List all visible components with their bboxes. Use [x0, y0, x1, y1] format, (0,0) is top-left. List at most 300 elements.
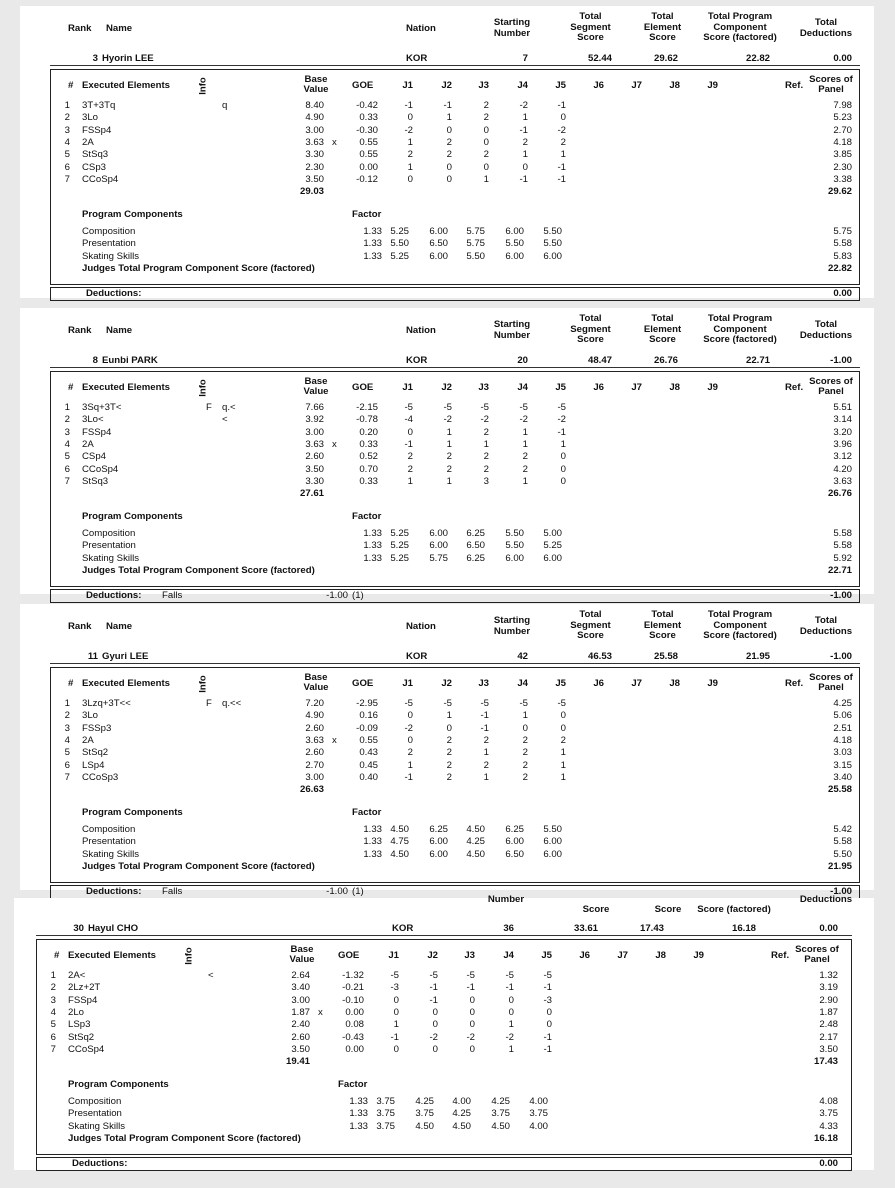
element-number: 1	[64, 698, 70, 709]
element-number: 7	[64, 771, 70, 783]
elements-score-total: 17.43	[813, 1056, 838, 1068]
judge-score: 1	[483, 747, 489, 759]
deductions-box	[36, 1157, 852, 1171]
judge-score: 0	[407, 112, 413, 124]
element-goe: 0.20	[359, 426, 378, 438]
judge-score: -2	[466, 1031, 475, 1043]
element-base-value: 2.60	[305, 451, 324, 463]
judge-score: 2	[483, 149, 489, 161]
element-row	[20, 760, 874, 772]
judge-score: 2	[522, 136, 528, 148]
judge-score: -1	[505, 982, 514, 994]
element-panel-score: 3.12	[833, 451, 852, 463]
element-panel-score: 4.25	[833, 698, 852, 709]
judges-total-pcs-label: Judges Total Program Component Score (factored)	[82, 565, 315, 576]
scores-of-panel-header-line: Panel	[818, 682, 844, 693]
element-code: FSSp4	[68, 994, 98, 1006]
starting-number: 20	[517, 355, 528, 366]
judge-score: 0	[469, 1043, 475, 1055]
tes-header-line: Total	[651, 11, 674, 22]
tded-header-line: Deductions	[799, 625, 853, 637]
segment-header	[20, 6, 874, 56]
deductions-total: 0.00	[833, 288, 852, 299]
deduction-value: -1.00	[326, 886, 348, 897]
executed-elements-header: Executed Elements	[68, 950, 156, 961]
deductions-label: Deductions:	[72, 1158, 128, 1169]
judge-header: J6	[593, 80, 604, 91]
element-x-bonus: x	[332, 734, 337, 746]
element-number: 5	[64, 451, 70, 463]
element-row	[14, 995, 874, 1007]
element-goe: 0.00	[345, 1043, 364, 1055]
judge-score: -1	[404, 438, 413, 450]
element-code: 3T+3Tq	[82, 100, 116, 111]
element-note: q.<	[222, 402, 236, 413]
info-header: Info	[183, 947, 195, 965]
component-panel-score: 4.33	[819, 1120, 838, 1132]
judge-score: 2	[522, 747, 528, 759]
element-panel-score: 2.90	[819, 994, 838, 1006]
judge-score: 2	[407, 451, 413, 463]
component-factor: 1.33	[363, 540, 382, 552]
judge-score: 1	[446, 710, 452, 722]
component-judge-score: 6.00	[429, 848, 448, 860]
bottom-strip	[0, 1188, 895, 1200]
judge-score: 0	[483, 136, 489, 148]
score-sheet	[20, 604, 874, 897]
component-factor: 1.33	[349, 1096, 368, 1108]
judge-header: J8	[669, 678, 680, 689]
element-number: 1	[64, 100, 70, 111]
total-element-score: 29.62	[653, 53, 678, 64]
score-sheet	[20, 6, 874, 298]
starting-number-header-line: Number	[493, 625, 531, 637]
element-goe: -0.42	[356, 100, 378, 111]
base-value-header	[282, 945, 322, 965]
skater-rank: 3	[92, 53, 98, 64]
component-panel-score: 5.58	[833, 540, 852, 552]
header-rule	[50, 65, 860, 66]
base-value-header	[296, 377, 336, 397]
judge-header: J1	[402, 678, 413, 689]
element-note: <	[222, 414, 228, 426]
skater-nation: KOR	[406, 355, 428, 366]
judge-score: -5	[505, 970, 514, 981]
component-judge-score: 6.00	[543, 250, 562, 262]
total-pcs-header	[690, 314, 790, 346]
base-value-header-line: Value	[289, 954, 315, 965]
judge-score: 1	[407, 161, 413, 173]
element-base-value: 2.40	[291, 1019, 310, 1031]
tes-header-line: Element	[643, 619, 682, 631]
judge-score: 3	[483, 475, 489, 487]
deductions-box	[50, 287, 860, 301]
total-segment-score-header	[558, 610, 623, 642]
component-judge-score: 5.75	[466, 226, 485, 238]
component-judge-score: 5.25	[390, 250, 409, 262]
element-number: 1	[64, 402, 70, 413]
judge-score: -5	[443, 698, 452, 709]
element-row	[20, 698, 874, 710]
component-judge-score: 5.25	[390, 226, 409, 238]
scores-of-panel-header	[804, 75, 858, 95]
element-row	[20, 174, 874, 186]
judge-score: 2	[446, 136, 452, 148]
element-code: 2Lo	[68, 1006, 85, 1018]
element-code: StSq3	[82, 149, 109, 161]
judge-score: -5	[557, 402, 566, 413]
element-base-value: 2.60	[291, 1031, 310, 1043]
total-deductions: -1.00	[830, 651, 852, 662]
component-row	[20, 528, 874, 540]
judge-score: 1	[483, 771, 489, 783]
tss-header-line: Total	[579, 11, 602, 22]
ref-header: Ref.	[785, 678, 804, 689]
judge-score: 0	[446, 161, 452, 173]
judge-score: -1	[557, 426, 566, 438]
judge-score: 0	[446, 173, 452, 185]
judge-score: 1	[560, 438, 566, 450]
total-deductions: 0.00	[819, 923, 838, 934]
component-panel-score: 5.42	[833, 824, 852, 836]
component-row	[20, 251, 874, 263]
element-code: CCoSp4	[68, 1043, 105, 1055]
component-row	[20, 849, 874, 861]
component-judge-score: 6.00	[429, 540, 448, 552]
component-name: Composition	[82, 528, 136, 540]
skater-name: Eunbi PARK	[102, 355, 158, 366]
element-row	[14, 1007, 874, 1019]
element-base-value: 2.60	[305, 747, 324, 759]
element-code: 3Lzq+3T<<	[82, 698, 131, 709]
skater-nation: KOR	[406, 651, 428, 662]
component-judge-score: 6.25	[466, 528, 485, 540]
judge-score: 2	[483, 451, 489, 463]
factor-header: Factor	[352, 209, 382, 221]
skater-name: Gyuri LEE	[102, 651, 149, 662]
judge-score: -2	[429, 1031, 438, 1043]
element-base-value: 8.40	[305, 100, 324, 111]
judge-score: -5	[390, 970, 399, 981]
component-judge-score: 4.00	[529, 1096, 548, 1108]
tes-header-line: Score	[649, 630, 676, 641]
element-goe: 0.08	[345, 1019, 364, 1031]
element-code: CCoSp4	[82, 463, 119, 475]
component-row	[20, 824, 874, 836]
judge-score: -1	[404, 100, 413, 111]
scores-of-panel-header-line: Scores of	[809, 74, 853, 85]
judge-score: 2	[407, 149, 413, 161]
element-panel-score: 3.15	[833, 759, 852, 771]
judge-header: J2	[441, 678, 452, 689]
judge-header: J4	[503, 950, 514, 961]
component-judge-score: 6.50	[505, 848, 524, 860]
judges-total-pcs-value: 16.18	[813, 1133, 838, 1144]
num-header: #	[68, 80, 74, 91]
judges-total-pcs-value: 22.71	[827, 565, 852, 576]
judge-score: 1	[522, 438, 528, 450]
starting-number-header	[482, 18, 542, 39]
total-pcs-header	[690, 12, 790, 44]
element-x-bonus: x	[332, 438, 337, 450]
judge-score: -1	[557, 173, 566, 185]
segment-header	[20, 604, 874, 654]
component-factor: 1.33	[363, 528, 382, 540]
judge-score: 0	[560, 710, 566, 722]
judge-score: -1	[390, 1031, 399, 1043]
num-header: #	[54, 950, 60, 961]
element-row	[20, 772, 874, 784]
program-components-header: Program Components	[82, 807, 183, 819]
component-name: Presentation	[82, 836, 136, 848]
judge-score: 2	[446, 149, 452, 161]
element-goe: 0.33	[359, 112, 378, 124]
nation-header: Nation	[406, 325, 436, 336]
num-header: #	[68, 678, 74, 689]
judge-score: 2	[483, 734, 489, 746]
component-judge-score: 5.50	[505, 528, 524, 540]
element-number: 2	[50, 982, 56, 994]
judge-score: 1	[560, 149, 566, 161]
judge-header: J5	[541, 950, 552, 961]
judge-score: 2	[407, 463, 413, 475]
total-element-score-header	[630, 610, 695, 642]
element-row	[14, 1019, 874, 1031]
tes-header-line: Element	[643, 323, 682, 335]
element-panel-score: 3.96	[833, 438, 852, 450]
program-components-header: Program Components	[82, 511, 183, 523]
scores-of-panel-header-line: Scores of	[795, 944, 839, 955]
component-row	[14, 1108, 874, 1120]
judge-score: 2	[522, 463, 528, 475]
judge-score: 1	[560, 771, 566, 783]
judge-score: 0	[393, 1006, 399, 1018]
element-goe: -2.15	[356, 402, 378, 413]
tes-header-line: Score	[649, 32, 676, 43]
tss-header-line: Segment	[570, 619, 611, 631]
element-goe: -0.09	[356, 722, 378, 734]
judge-header: J3	[464, 950, 475, 961]
element-number: 2	[64, 710, 70, 722]
score-sheet-panel-4	[14, 894, 874, 1170]
element-code: LSp4	[82, 759, 105, 771]
tpcs-header-line: Component	[713, 21, 767, 33]
judges-total-pcs-value: 21.95	[827, 861, 852, 872]
judge-header: J8	[669, 80, 680, 91]
judge-score: -5	[519, 698, 528, 709]
element-base-value: 3.30	[305, 149, 324, 161]
component-judge-score: 4.25	[415, 1096, 434, 1108]
element-code: CCoSp4	[82, 173, 119, 185]
element-code: FSSp4	[82, 124, 112, 136]
judge-score: 0	[432, 1006, 438, 1018]
judge-score: 2	[522, 734, 528, 746]
deduction-type: Falls	[162, 590, 183, 601]
element-row	[14, 1032, 874, 1044]
element-number: 6	[64, 759, 70, 771]
judge-score: 2	[446, 771, 452, 783]
judge-header: J9	[707, 678, 718, 689]
element-code: 2A	[82, 734, 94, 746]
judge-score: 0	[432, 1043, 438, 1055]
base-value-total: 26.63	[299, 784, 324, 796]
element-goe: 0.55	[359, 136, 378, 148]
name-header: Name	[106, 621, 133, 632]
element-code: 3Lo	[82, 112, 99, 124]
element-code: 2Lz+2T	[68, 982, 101, 994]
scores-of-panel-header	[790, 945, 844, 965]
skater-nation: KOR	[406, 53, 428, 64]
judge-score: 1	[508, 1019, 514, 1031]
judge-header: J9	[707, 382, 718, 393]
judges-total-pcs-label: Judges Total Program Component Score (factored)	[68, 1133, 301, 1144]
tes-header-line: Total	[651, 313, 674, 324]
judge-header: J7	[631, 678, 642, 689]
element-base-value: 3.40	[291, 982, 310, 994]
judges-total-pcs-value: 22.82	[827, 263, 852, 274]
judge-score: 2	[446, 759, 452, 771]
element-goe: 0.16	[359, 710, 378, 722]
judge-header: J1	[388, 950, 399, 961]
component-judge-score: 4.50	[466, 848, 485, 860]
nation-header: Nation	[406, 23, 436, 34]
judge-score: -4	[404, 414, 413, 426]
tpcs-header-line: Component	[713, 323, 767, 335]
segment-header	[20, 308, 874, 358]
component-judge-score: 6.00	[505, 226, 524, 238]
scores-of-panel-header-line: Panel	[818, 84, 844, 95]
element-goe: 0.45	[359, 759, 378, 771]
total-pcs-score: 21.95	[745, 651, 770, 662]
component-judge-score: 5.50	[543, 226, 562, 238]
element-panel-score: 3.85	[833, 149, 852, 161]
element-code: StSq2	[82, 747, 109, 759]
tes-header-line: Element	[643, 21, 682, 33]
total-segment-score: 33.61	[573, 923, 598, 934]
element-row	[20, 735, 874, 747]
base-value-header	[296, 673, 336, 693]
judge-score: -1	[443, 100, 452, 111]
component-judge-score: 4.75	[390, 836, 409, 848]
goe-header: GOE	[352, 678, 374, 689]
component-judge-score: 4.50	[491, 1120, 510, 1132]
element-number: 3	[64, 722, 70, 734]
starting-number-header-line: Number	[493, 329, 531, 341]
partial-score-header: Score	[582, 904, 610, 915]
judge-score: -5	[443, 402, 452, 413]
judge-score: 0	[446, 722, 452, 734]
judge-score: 1	[522, 112, 528, 124]
judge-score: 1	[522, 710, 528, 722]
element-x-bonus: x	[332, 136, 337, 148]
score-sheet	[20, 308, 874, 601]
element-number: 3	[50, 994, 56, 1006]
element-base-value: 3.00	[305, 771, 324, 783]
judge-score: -2	[557, 124, 566, 136]
element-panel-score: 1.32	[819, 970, 838, 981]
judge-score: 0	[560, 112, 566, 124]
element-base-value: 2.30	[305, 161, 324, 173]
total-deductions: 0.00	[833, 53, 852, 64]
judge-score: -1	[557, 161, 566, 173]
element-number: 7	[64, 475, 70, 487]
component-judge-score: 5.75	[466, 238, 485, 250]
element-goe: -2.95	[356, 698, 378, 709]
tes-header-line: Total	[651, 609, 674, 620]
judge-score: 1	[446, 438, 452, 450]
starting-number: 7	[522, 53, 528, 64]
judge-score: -1	[404, 771, 413, 783]
judge-score: 1	[522, 149, 528, 161]
judge-score: 2	[483, 463, 489, 475]
component-judge-score: 6.00	[429, 528, 448, 540]
element-code: StSq3	[82, 475, 109, 487]
judge-score: -2	[519, 414, 528, 426]
component-judge-score: 3.75	[376, 1096, 395, 1108]
judge-score: 0	[407, 426, 413, 438]
total-segment-score-header	[558, 314, 623, 346]
starting-number-header-line: Starting	[493, 17, 531, 28]
element-goe: 0.70	[359, 463, 378, 475]
component-factor: 1.33	[363, 552, 382, 564]
judge-score: -3	[543, 994, 552, 1006]
element-number: 1	[50, 970, 56, 981]
judge-header: J7	[617, 950, 628, 961]
judge-score: -1	[543, 982, 552, 994]
element-number: 2	[64, 414, 70, 426]
judge-score: 1	[560, 759, 566, 771]
element-goe: 0.43	[359, 747, 378, 759]
element-code: 2A	[82, 438, 94, 450]
judge-score: 2	[522, 771, 528, 783]
factor-header: Factor	[352, 511, 382, 523]
component-judge-score: 5.50	[466, 250, 485, 262]
component-judge-score: 5.50	[543, 238, 562, 250]
judge-header: J4	[517, 80, 528, 91]
element-panel-score: 3.03	[833, 747, 852, 759]
judge-score: -1	[480, 710, 489, 722]
skater-rank: 11	[87, 651, 98, 662]
ref-header: Ref.	[785, 382, 804, 393]
total-segment-score: 46.53	[587, 651, 612, 662]
judge-score: 1	[560, 747, 566, 759]
element-code: LSp3	[68, 1019, 91, 1031]
element-code: 2A	[82, 136, 94, 148]
element-number: 6	[50, 1031, 56, 1043]
judge-header: J6	[593, 678, 604, 689]
judge-score: 0	[407, 173, 413, 185]
component-judge-score: 5.25	[390, 528, 409, 540]
component-judge-score: 5.25	[390, 540, 409, 552]
element-row	[20, 125, 874, 137]
scores-of-panel-header-line: Panel	[804, 954, 830, 965]
skater-rank: 8	[92, 355, 98, 366]
tpcs-header-line: Score (factored)	[703, 630, 777, 641]
tss-header-line: Segment	[570, 323, 611, 335]
tded-header-line: Total	[814, 17, 838, 28]
component-factor: 1.33	[363, 226, 382, 238]
judge-score: 0	[522, 161, 528, 173]
elements-score-total: 25.58	[827, 784, 852, 796]
judge-score: 0	[546, 1019, 552, 1031]
judge-score: -1	[543, 1031, 552, 1043]
element-panel-score: 3.20	[833, 426, 852, 438]
element-row	[20, 137, 874, 149]
judge-score: -5	[557, 698, 566, 709]
element-goe: -0.43	[342, 1031, 364, 1043]
name-header: Name	[106, 23, 133, 34]
judge-score: 1	[522, 426, 528, 438]
